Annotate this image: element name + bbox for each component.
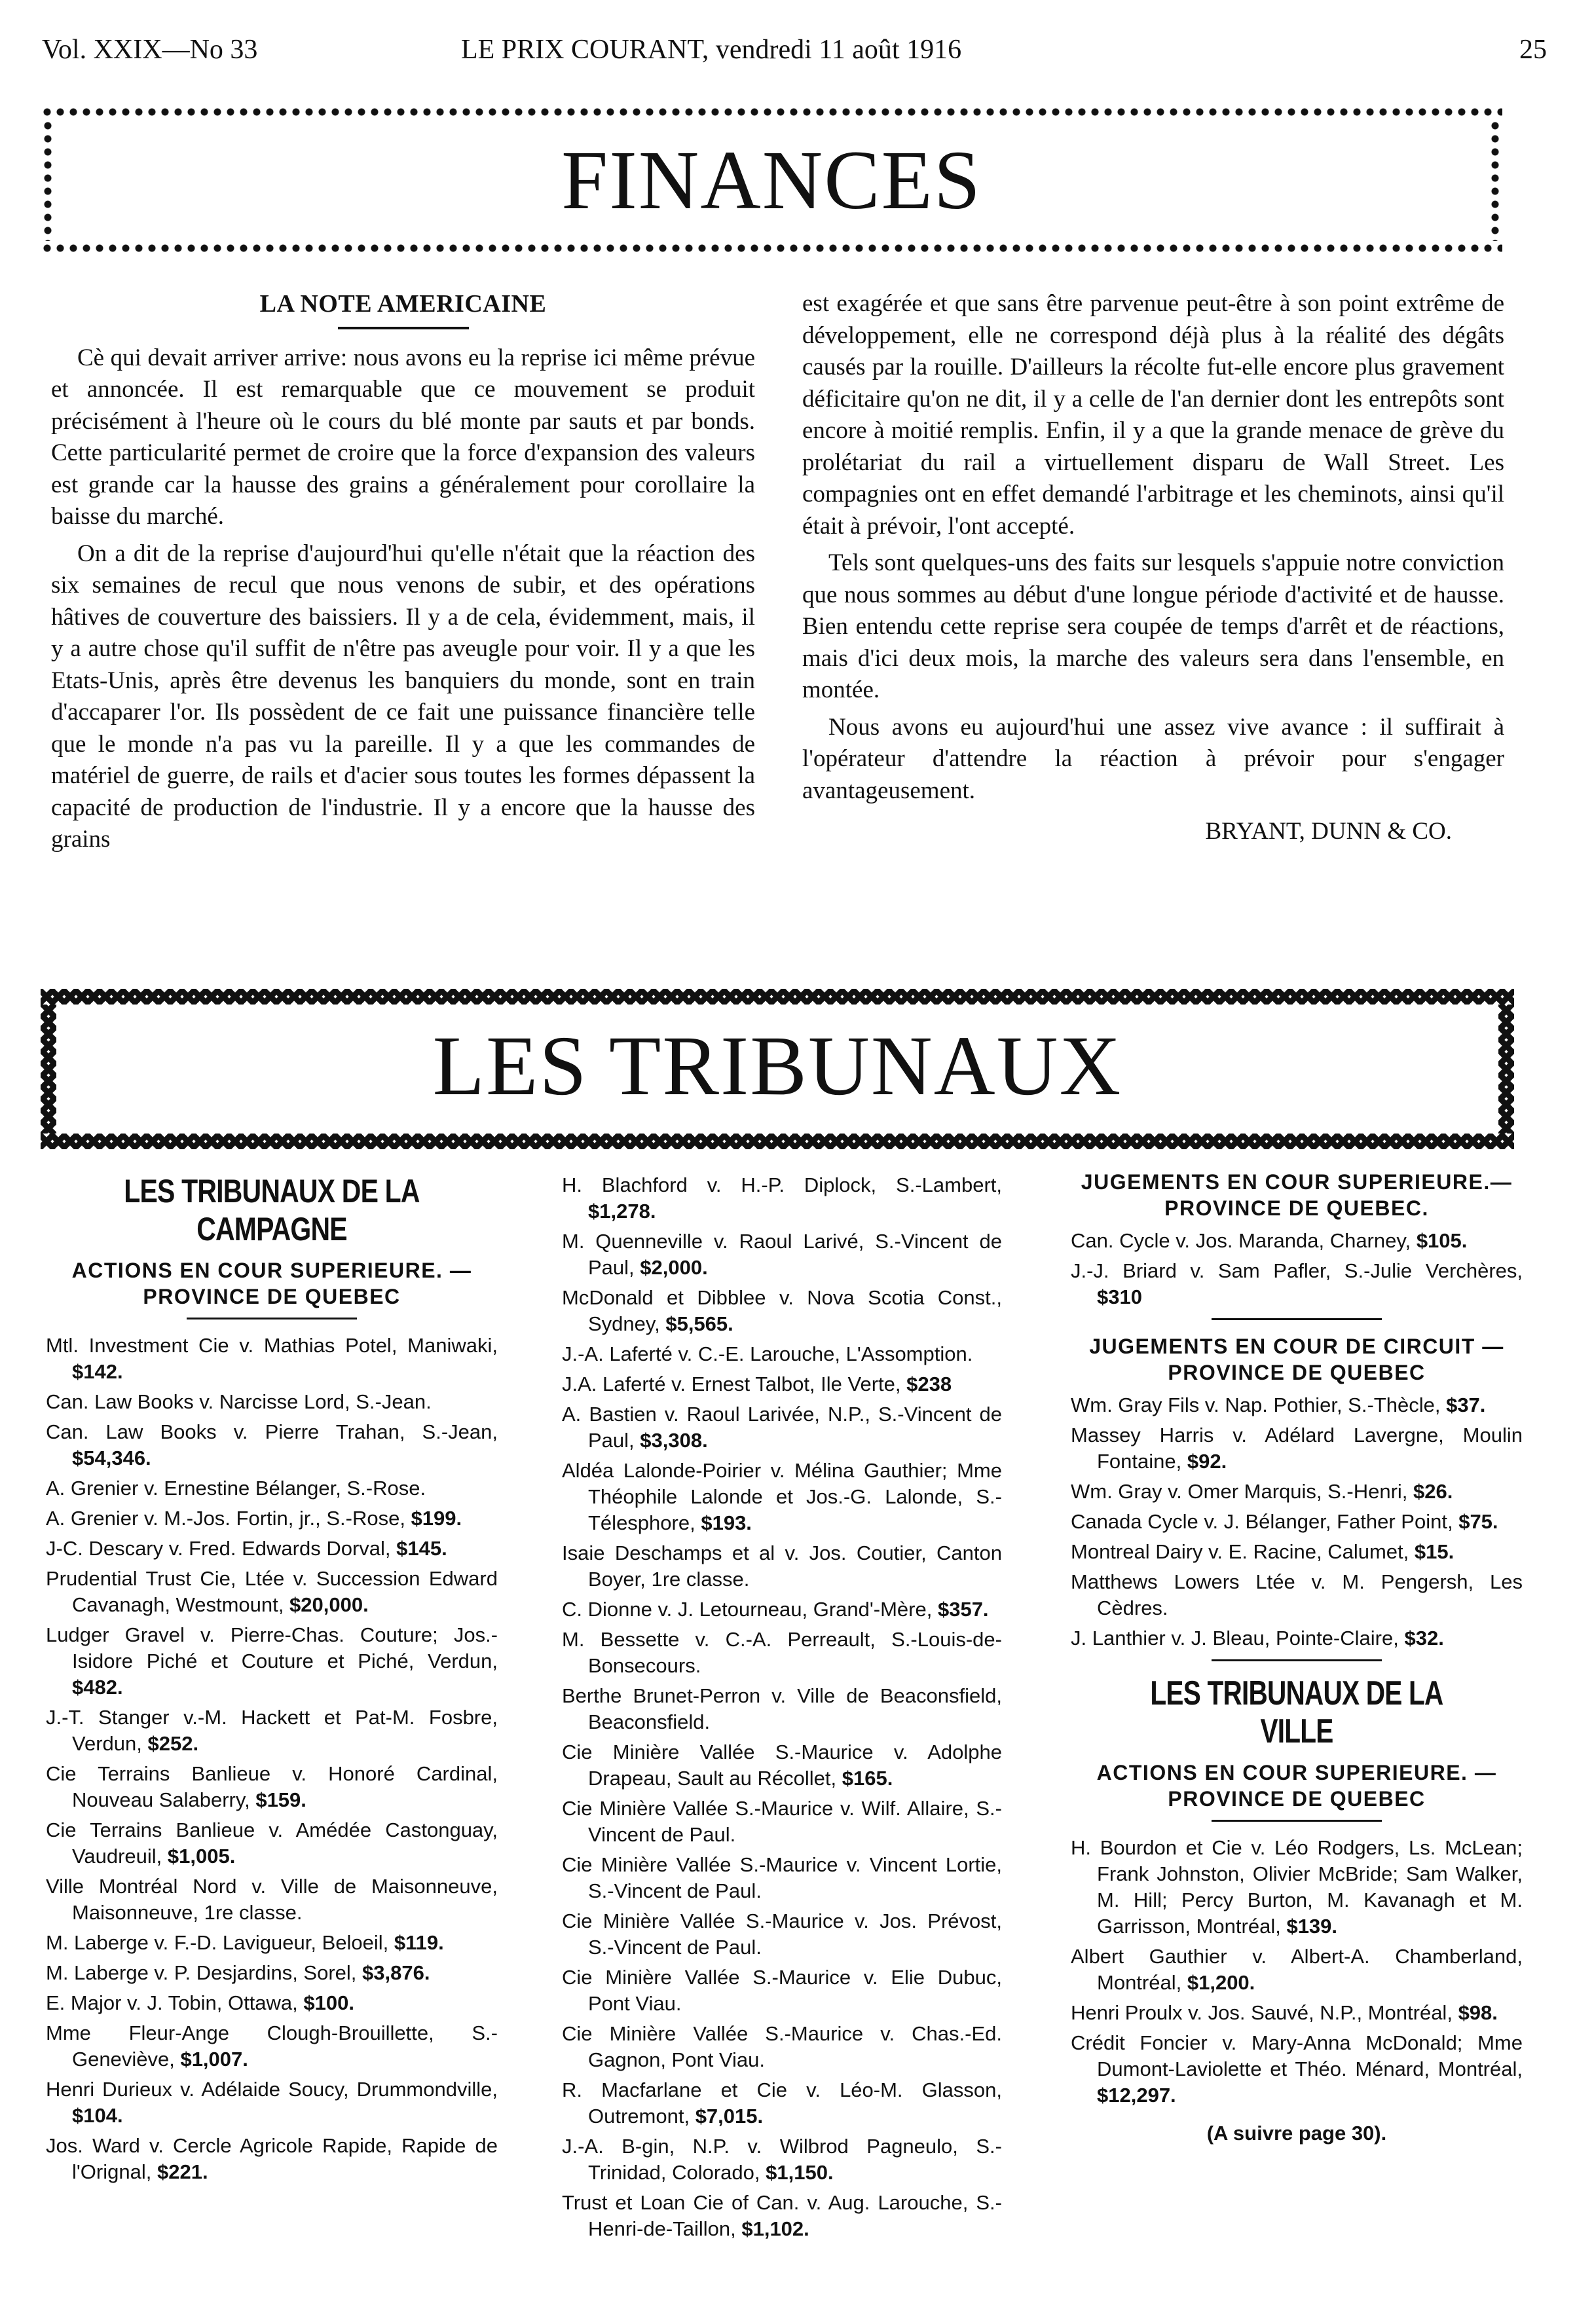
tribunaux-title: LES TRIBUNAUX <box>432 1019 1122 1113</box>
ville-heading: LES TRIBUNAUX DE LA VILLE <box>1150 1674 1443 1750</box>
banner-border-bottom <box>41 241 1502 255</box>
case-parties: Mme Fleur-Ange Clough-Brouillette, S.-Geneviève, <box>46 2021 498 2071</box>
case-entry <box>562 2133 1002 2186</box>
case-amount: $3,308. <box>640 1429 708 1452</box>
case-parties: A. Bastien v. Raoul Larivée, N.P., S.-Vincent de Paul, <box>562 1403 1002 1452</box>
entry-list <box>1071 1392 1523 1651</box>
case-entry <box>562 2021 1002 2073</box>
case-amount: $3,876. <box>362 1961 430 1984</box>
case-parties: Henri Durieux v. Adélaide Soucy, Drummondville, <box>46 2078 498 2101</box>
case-entry <box>46 1705 498 1757</box>
entry-list <box>1071 1835 1523 2109</box>
case-parties: Ville Montréal Nord v. Ville de Maisonneuve, Maisonneuve, 1re classe. <box>46 1875 498 1924</box>
case-parties: Canada Cycle v. J. Bélanger, Father Point, <box>1071 1510 1453 1533</box>
case-amount: $104. <box>72 2104 123 2127</box>
signature: BRYANT, DUNN & CO. <box>1205 818 1452 845</box>
case-entry <box>46 1761 498 1813</box>
case-entry <box>562 1796 1002 1848</box>
case-parties: Albert Gauthier v. Albert-A. Chamberland, Montréal, <box>1071 1945 1523 1994</box>
case-parties: E. Major v. J. Tobin, Ottawa, <box>46 1991 298 2014</box>
case-amount: $1,200. <box>1187 1971 1255 1994</box>
case-amount: $193. <box>701 1511 752 1534</box>
case-entry <box>562 1683 1002 1735</box>
case-parties: M. Laberge v. P. Desjardins, Sorel, <box>46 1961 357 1984</box>
case-parties: Cie Terrains Banlieue v. Honoré Cardinal, Nouveau Salaberry, <box>46 1762 498 1811</box>
case-entry <box>562 1458 1002 1536</box>
case-parties: J.-J. Briard v. Sam Pafler, S.-Julie Verchères, <box>1071 1259 1523 1282</box>
case-parties: Cie Minière Vallée S.-Maurice v. Chas.-Ed. Gagnon, Pont Viau. <box>562 2022 1002 2071</box>
continued-note: (A suivre page 30). <box>1206 2122 1387 2145</box>
finances-title: FINANCES <box>561 134 982 227</box>
case-entry <box>1071 1479 1523 1505</box>
case-entry <box>562 1540 1002 1593</box>
entry-list <box>1071 1228 1523 1310</box>
case-parties: M. Laberge v. F.-D. Lavigueur, Beloeil, <box>46 1931 389 1954</box>
case-entry <box>1071 1944 1523 1996</box>
case-parties: J.-A. Laferté v. C.-E. Larouche, L'Assomption. <box>562 1342 973 1365</box>
case-parties: Aldéa Lalonde-Poirier v. Mélina Gauthier; Mme Théophile Lalonde et Jos.-G. Lalonde, S.-Télesphore, <box>562 1459 1002 1534</box>
case-parties: C. Dionne v. J. Letourneau, Grand'-Mère, <box>562 1598 933 1621</box>
case-parties: R. Macfarlane et Cie v. Léo-M. Glasson, Outremont, <box>562 2078 1002 2128</box>
case-parties: Wm. Gray v. Omer Marquis, S.-Henri, <box>1071 1480 1408 1503</box>
case-parties: Cie Minière Vallée S.-Maurice v. Jos. Prévost, S.-Vincent de Paul. <box>562 1909 1002 1959</box>
case-entry <box>46 2020 498 2073</box>
case-parties: A. Grenier v. Ernestine Bélanger, S.-Rose. <box>46 1477 426 1500</box>
case-parties: Montreal Dairy v. E. Racine, Calumet, <box>1071 1540 1409 1563</box>
case-parties: Mtl. Investment Cie v. Mathias Potel, Maniwaki, <box>46 1334 498 1357</box>
case-amount: $15. <box>1414 1540 1455 1563</box>
case-entry <box>562 1228 1002 1281</box>
case-entry <box>562 1964 1002 2017</box>
case-parties: M. Quenneville v. Raoul Larivé, S.-Vincent de Paul, <box>562 1230 1002 1279</box>
tribunaux-column-1 <box>46 1172 498 2189</box>
case-parties: Ludger Gravel v. Pierre-Chas. Couture; Jos.-Isidore Piché et Couture et Piché, Verdun, <box>46 1623 498 1672</box>
case-amount: $142. <box>72 1360 123 1383</box>
case-entry <box>46 1505 498 1532</box>
case-entry <box>46 1419 498 1471</box>
tribunaux-banner <box>41 989 1514 1149</box>
case-entry <box>46 1873 498 1926</box>
case-amount: $1,005. <box>167 1845 236 1868</box>
case-amount: $1,150. <box>766 2161 834 2184</box>
case-entry <box>46 1960 498 1986</box>
case-entry <box>562 1172 1002 1225</box>
case-entry <box>1071 1509 1523 1535</box>
case-amount: $54,346. <box>72 1447 151 1469</box>
case-entry <box>1071 1835 1523 1940</box>
case-parties: Crédit Foncier v. Mary-Anna McDonald; Mme Dumont-Laviolette et Théo. Ménard, Montréal, <box>1071 2031 1523 2080</box>
paragraph: On a dit de la reprise d'aujourd'hui qu'elle n'était que la réaction des six semaines de recul que nous venons de subir, et des opérations hâtives de couverture des baissiers. Il y a de cela, évidemment, mais, il y a autre chose qu'il suffit de n'être pas aveugle pour voir. Il y a que les Etats-Unis, après être devenus les banquiers du monde, sont en train d'accaparer l'or. Ils possèdent de ce fait une puissance financière telle que le monde n'a pas vu la pareille. Il y a que les commandes de matériel de guerre, de rails et d'acier sous toutes les formes dépassent la capacité de production de l'industrie. Il y a encore que la hausse des grains <box>51 540 755 853</box>
case-amount: $26. <box>1413 1480 1453 1503</box>
case-amount: $310 <box>1097 1285 1142 1308</box>
case-parties: M. Bessette v. C.-A. Perreault, S.-Louis-de-Bonsecours. <box>562 1628 1002 1677</box>
section-rule <box>1212 1318 1382 1320</box>
case-amount: $145. <box>396 1537 447 1560</box>
case-entry <box>46 1622 498 1701</box>
case-parties: McDonald et Dibblee v. Nova Scotia Const., Sydney, <box>562 1286 1002 1335</box>
case-entry <box>562 1852 1002 1904</box>
case-entry <box>1071 1539 1523 1565</box>
case-parties: J-C. Descary v. Fred. Edwards Dorval, <box>46 1537 391 1560</box>
case-entry <box>46 1333 498 1385</box>
case-parties: H. Bourdon et Cie v. Léo Rodgers, Ls. McLean; Frank Johnston, Olivier McBride; Sam Walker, M. Hill; Percy Burton, M. Kavanagh et M. Garrisson, Montréal, <box>1071 1836 1523 1938</box>
paragraph: est exagérée et que sans être parvenue peut-être à son point extrême de développement, elle ne correspond déjà plus à la réalité des dégâts causés par la rouille. D'ailleurs la récolte fut-elle encore plus gravement déficitaire qu'on ne dit, il y a celle de l'an dernier dont les entrepôts sont encore à moitié remplis. Enfin, il y a que la grande menace de grève du prolétariat du rail a virtuellement disparu de Wall Street. Les compagnies ont en effet demandé l'arbitrage et les cheminots, ainsi qu'il était à prévoir, l'ont accepté. <box>802 290 1504 540</box>
case-entry <box>46 1389 498 1415</box>
finances-banner <box>41 105 1502 255</box>
case-amount: $1,102. <box>741 2217 809 2240</box>
case-parties: H. Blachford v. H.-P. Diplock, S.-Lambert, <box>562 1173 1002 1196</box>
case-parties: J. Lanthier v. J. Bleau, Pointe-Claire, <box>1071 1627 1399 1650</box>
case-entry <box>562 2077 1002 2130</box>
entry-list <box>46 1333 498 2185</box>
case-entry <box>562 1341 1002 1367</box>
case-parties: Can. Law Books v. Narcisse Lord, S.-Jean. <box>46 1390 432 1413</box>
finances-column-left <box>51 288 755 861</box>
case-entry <box>562 1401 1002 1454</box>
case-parties: Trust et Loan Cie of Can. v. Aug. Larouche, S.-Henri-de-Taillon, <box>562 2191 1002 2240</box>
running-header <box>42 34 1547 73</box>
case-amount: $32. <box>1404 1627 1444 1650</box>
paragraph: Cè qui devait arriver arrive: nous avons eu la reprise ici même prévue et annoncée. Il est remarquable que ce mouvement se produit précisément à l'heure où le cours du blé monte par sauts et par bonds. Cette particularité permet de croire que la force d'expansion des valeurs est grande car la hausse des grains a généralement pour corollaire la baisse du marché. <box>51 344 755 530</box>
case-amount: $252. <box>147 1732 199 1755</box>
jugements-circuit-heading: JUGEMENTS EN COUR DE CIRCUIT — PROVINCE DE QUEBEC <box>1089 1335 1504 1384</box>
case-amount: $12,297. <box>1097 2084 1176 2107</box>
case-parties: Wm. Gray Fils v. Nap. Pothier, S.-Thècle, <box>1071 1393 1441 1416</box>
case-amount: $5,565. <box>665 1312 733 1335</box>
case-entry <box>1071 2000 1523 2026</box>
ville-subheading: ACTIONS EN COUR SUPERIEURE. — PROVINCE DE QUEBEC <box>1096 1761 1497 1811</box>
case-entry <box>562 1908 1002 1961</box>
case-amount: $7,015. <box>695 2105 764 2128</box>
case-amount: $238 <box>906 1373 952 1395</box>
heading-rule <box>187 1318 357 1319</box>
case-entry <box>46 1536 498 1562</box>
case-entry <box>562 1285 1002 1337</box>
case-entry <box>46 1566 498 1618</box>
case-amount: $119. <box>394 1931 444 1954</box>
article-title: LA NOTE AMERICAINE <box>259 290 547 318</box>
case-entry <box>46 2076 498 2129</box>
case-entry <box>46 1930 498 1956</box>
finances-column-right <box>802 288 1504 848</box>
case-entry <box>1071 1258 1523 1310</box>
case-amount: $105. <box>1416 1229 1468 1252</box>
case-parties: Henri Proulx v. Jos. Sauvé, N.P., Montréal, <box>1071 2001 1453 2024</box>
case-amount: $221. <box>157 2160 208 2183</box>
case-entry <box>46 1475 498 1502</box>
heading-rule <box>1212 1820 1382 1822</box>
entry-list <box>562 1172 1002 2242</box>
campagne-subheading: ACTIONS EN COUR SUPERIEURE. — PROVINCE DE QUEBEC <box>71 1259 472 1308</box>
case-entry <box>1071 1392 1523 1418</box>
banner-border-top <box>41 105 1502 119</box>
case-amount: $165. <box>842 1767 893 1790</box>
case-amount: $100. <box>303 1991 354 2014</box>
case-entry <box>1071 1625 1523 1651</box>
case-parties: J.-A. B-gin, N.P. v. Wilbrod Pagneulo, S.-Trinidad, Colorado, <box>562 2135 1002 2184</box>
case-amount: $37. <box>1446 1393 1486 1416</box>
case-amount: $1,278. <box>588 1200 656 1223</box>
case-parties: Cie Minière Vallée S.-Maurice v. Vincent Lortie, S.-Vincent de Paul. <box>562 1853 1002 1902</box>
case-parties: Can. Cycle v. Jos. Maranda, Charney, <box>1071 1229 1411 1252</box>
case-parties: Cie Minière Vallée S.-Maurice v. Elie Dubuc, Pont Viau. <box>562 1966 1002 2015</box>
paragraph: Tels sont quelques-uns des faits sur lesquels s'appuie notre conviction que nous sommes au début d'une longue période d'activité et de hausse. Bien entendu cette reprise sera coupée de temps d'arrêt et de réactions, mais d'ici deux mois, la marche des valeurs sera dans l'ensemble, en montée. <box>802 549 1504 703</box>
case-parties: J.-T. Stanger v.-M. Hackett et Pat-M. Fosbre, Verdun, <box>46 1706 498 1755</box>
case-parties: Massey Harris v. Adélard Lavergne, Moulin Fontaine, <box>1071 1424 1523 1473</box>
case-entry <box>562 1627 1002 1679</box>
case-entry <box>562 2190 1002 2242</box>
paragraph: Nous avons eu aujourd'hui une assez vive avance : il suffirait à l'opérateur d'attendre la réaction à prévoir pour s'engager avantageusement. <box>802 713 1504 804</box>
case-parties: Cie Terrains Banlieue v. Amédée Castonguay, Vaudreuil, <box>46 1818 498 1868</box>
case-parties: Jos. Ward v. Cercle Agricole Rapide, Rapide de l'Orignal, <box>46 2134 498 2183</box>
case-entry <box>1071 1228 1523 1254</box>
case-amount: $482. <box>72 1676 123 1699</box>
case-amount: $139. <box>1286 1915 1338 1938</box>
tribunaux-column-3 <box>1071 1169 1523 2147</box>
title-rule <box>338 327 469 329</box>
case-entry <box>1071 2030 1523 2109</box>
case-amount: $98. <box>1458 2001 1498 2024</box>
case-parties: A. Grenier v. M.-Jos. Fortin, jr., S.-Rose, <box>46 1507 405 1530</box>
case-parties: J.A. Laferté v. Ernest Talbot, Ile Verte, <box>562 1373 901 1395</box>
case-amount: $199. <box>411 1507 462 1530</box>
case-entry <box>1071 1422 1523 1475</box>
section-rule <box>1212 1659 1382 1661</box>
case-parties: Cie Minière Vallée S.-Maurice v. Adolphe Drapeau, Sault au Récollet, <box>562 1741 1002 1790</box>
case-amount: $159. <box>255 1788 306 1811</box>
case-amount: $357. <box>937 1598 989 1621</box>
jugements-superieure-heading: JUGEMENTS EN COUR SUPERIEURE.—PROVINCE DE QUEBEC. <box>1081 1170 1513 1220</box>
volume-number: Vol. XXIX—No 33 <box>42 35 258 65</box>
case-entry <box>562 1371 1002 1397</box>
case-parties: Berthe Brunet-Perron v. Ville de Beaconsfield, Beaconsfield. <box>562 1684 1002 1733</box>
case-entry <box>46 1817 498 1870</box>
case-parties: Can. Law Books v. Pierre Trahan, S.-Jean, <box>46 1420 498 1443</box>
case-parties: Isaie Deschamps et al v. Jos. Coutier, Canton Boyer, 1re classe. <box>562 1541 1002 1591</box>
case-entry <box>562 1739 1002 1792</box>
case-amount: $75. <box>1458 1510 1498 1533</box>
campagne-heading: LES TRIBUNAUX DE LA CAMPAGNE <box>124 1173 420 1247</box>
case-amount: $92. <box>1187 1450 1227 1473</box>
case-amount: $20,000. <box>289 1593 369 1616</box>
case-parties: Prudential Trust Cie, Ltée v. Succession Edward Cavanagh, Westmount, <box>46 1567 498 1616</box>
case-parties: Matthews Lowers Ltée v. M. Pengersh, Les Cèdres. <box>1071 1570 1523 1619</box>
page-number: 25 <box>1519 35 1547 65</box>
case-entry <box>46 1990 498 2016</box>
case-amount: $1,007. <box>180 2048 248 2071</box>
banner-border-bottom <box>41 1134 1514 1149</box>
tribunaux-column-2 <box>562 1172 1002 2246</box>
journal-title-date: LE PRIX COURANT, vendredi 11 août 1916 <box>461 35 962 65</box>
case-parties: Cie Minière Vallée S.-Maurice v. Wilf. Allaire, S.-Vincent de Paul. <box>562 1797 1002 1846</box>
case-amount: $2,000. <box>640 1256 708 1279</box>
case-entry <box>562 1596 1002 1623</box>
banner-border-top <box>41 989 1514 1005</box>
case-entry <box>46 2133 498 2185</box>
case-entry <box>1071 1569 1523 1621</box>
